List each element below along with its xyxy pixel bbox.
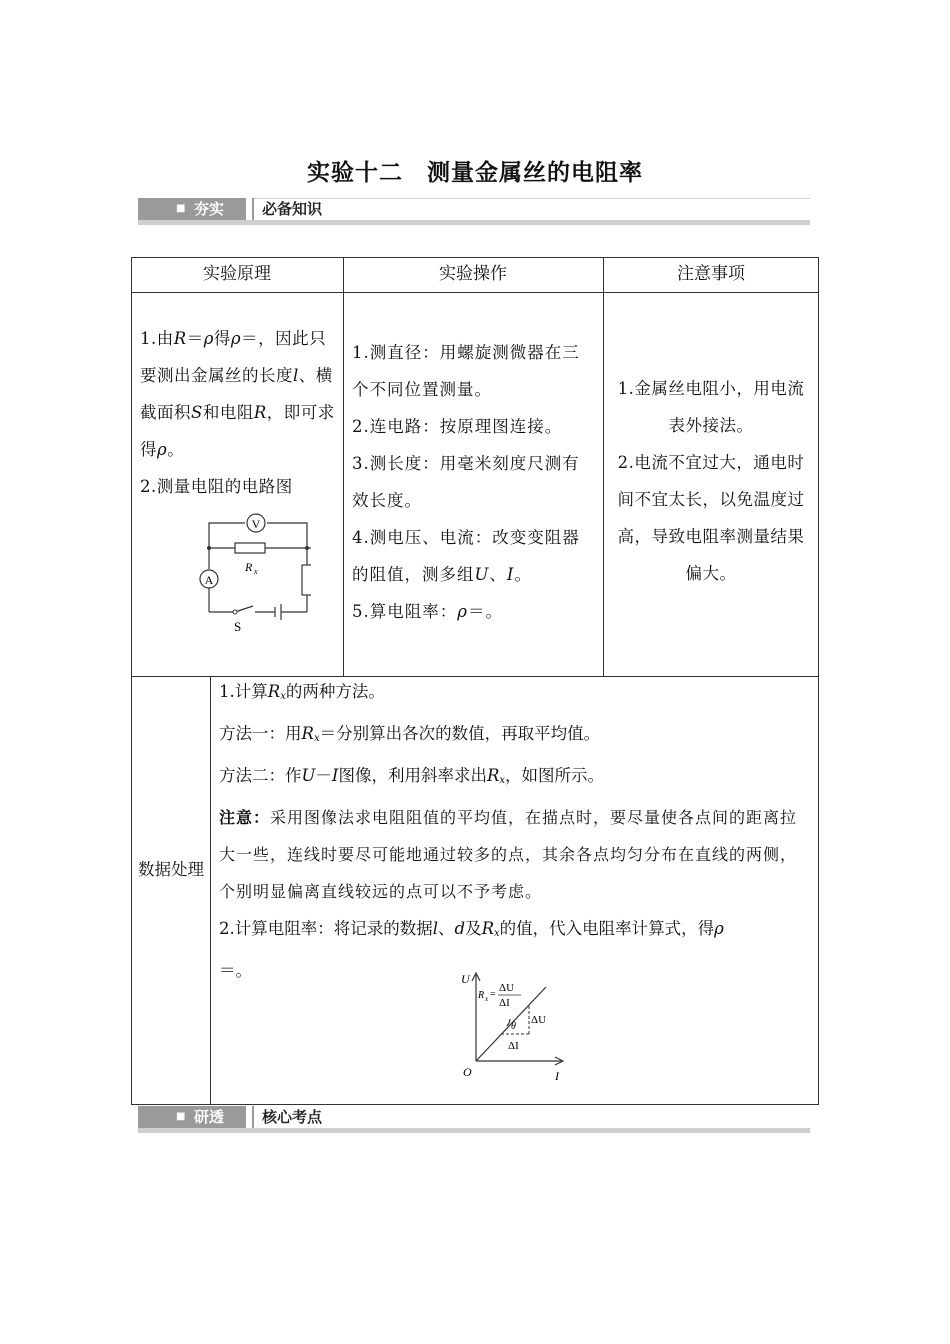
header-notes: 注意事项	[677, 264, 745, 284]
note-paragraph: 注意：采用图像法求电阻阻值的平均值，在描点时，要尽量使各点间的距离拉大一些，连线时要尽可能地通过较多的点，其余各点均匀分布在直线的两侧，个别明显偏离直线较远的点可以不予考虑。	[219, 808, 798, 901]
resistor-sub: x	[254, 567, 258, 576]
bullet-icon: ■	[176, 1111, 186, 1122]
notes-item: 1.金属丝电阻小，用电流表外接法。	[617, 379, 805, 435]
section-tag	[138, 1106, 246, 1128]
notes-text	[611, 370, 811, 592]
graph-theta: θ	[511, 1021, 516, 1032]
axis-u-label: U	[461, 972, 470, 986]
knowledge-table	[131, 257, 819, 1105]
section-tag-text: 夯实	[194, 200, 225, 218]
data-processing-label: 数据处理	[138, 860, 204, 879]
graph-frac-num: ΔU	[499, 982, 515, 994]
graph-rx-label: R	[478, 990, 485, 1001]
graph-du-label: ΔU	[531, 1014, 547, 1026]
graph-rx-sub: x	[485, 995, 489, 1003]
page-title: 实验十二 测量金属丝的电阻率	[307, 160, 643, 186]
origin-label: O	[463, 1065, 472, 1079]
graph-eq: =	[490, 989, 496, 1000]
data-processing-text: 1.计算$R_x$的两种方法。 方法一：用$R_x=$分别算出各次的数值，再取平均值。 方法二：作U－I图像，利用斜率求出$R_x$，如图所示。 注意：采用图像法求电阻阻值的平均值，在描点时，要尽量使各点间的距离拉大一些，连线时要尽可能地通过较多的点，其余各点均匀分布在直线的两侧，个别明显偏离直线较远的点可以不予考虑。 2.计算电阻率：将记录的数据l、d及$R_x$的值，代入电阻率计算式，得ρ ＝。	[219, 673, 811, 989]
operation-item: 3.测长度：用毫米刻度尺测有效长度。	[352, 454, 580, 510]
resistor-label: R	[245, 560, 253, 574]
graph-di-label: ΔI	[508, 1040, 519, 1052]
principle-item-2: 2.测量电阻的电路图	[140, 477, 293, 496]
operation-item: 4.测电压、电流：改变变阻器的阻值，测多组U、I。	[352, 528, 580, 584]
notes-item: 2.电流不宜过大，通电时间不宜太长，以免温度过高，导致电阻率测量结果偏大。	[617, 453, 805, 583]
meter-a-label: A	[204, 573, 214, 587]
ui-graph	[451, 967, 581, 1087]
meter-v-label: V	[251, 517, 261, 531]
switch-label: S	[234, 619, 242, 634]
section-header-core	[138, 1106, 810, 1134]
operation-text	[352, 334, 596, 630]
header-operation: 实验操作	[439, 264, 507, 284]
section-tag-text: 研透	[194, 1108, 225, 1126]
section-header-knowledge	[138, 198, 810, 226]
operation-item: 5.算电阻率：ρ＝。	[352, 602, 503, 621]
section-label: 必备知识	[262, 200, 323, 218]
graph-frac-den: ΔI	[499, 997, 510, 1009]
principle-text: 1.由R＝ρ得ρ＝，因此只要测出金属丝的长度l、横截面积S和电阻R，即可求得ρ。 2.测量电阻的电路图	[140, 329, 335, 496]
axis-i-label: I	[555, 1069, 559, 1083]
section-label: 核心考点	[262, 1108, 323, 1126]
circuit-diagram	[161, 507, 311, 637]
operation-item: 1.测直径：用螺旋测微器在三个不同位置测量。	[352, 343, 580, 399]
section-tag	[138, 198, 246, 220]
header-principle: 实验原理	[203, 264, 271, 284]
operation-item: 2.连电路：按原理图连接。	[352, 417, 563, 436]
bullet-icon: ■	[176, 203, 186, 214]
